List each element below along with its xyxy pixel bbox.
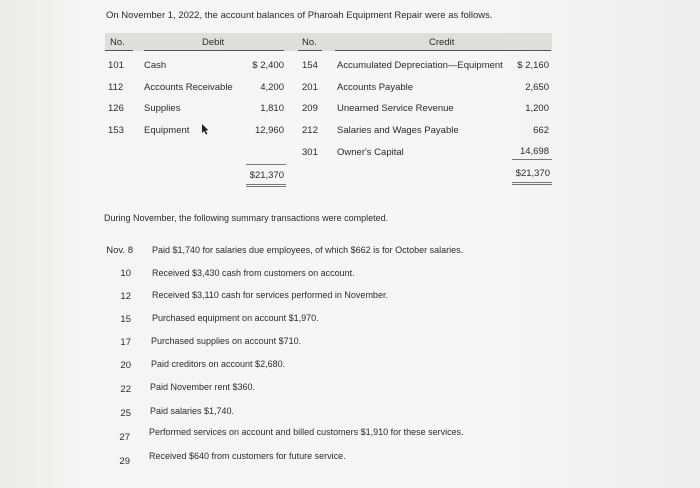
credit-no: 154 — [302, 60, 318, 71]
transaction-date: 10 — [120, 268, 131, 279]
transaction-date: 22 — [120, 384, 131, 395]
credit-no: 301 — [302, 147, 318, 158]
header-underline — [144, 50, 284, 51]
total-rule — [246, 164, 286, 165]
debit-no: 112 — [108, 82, 124, 93]
debit-no: 153 — [108, 125, 124, 136]
header-underline — [298, 50, 322, 51]
intro-text: On November 1, 2022, the account balances of Pharoah Equipment Repair were as follows. — [106, 10, 493, 21]
credit-no: 201 — [302, 82, 318, 93]
transaction-text: Purchased equipment on account $1,970. — [152, 313, 319, 323]
transaction-date: Nov. 8 — [106, 245, 133, 256]
header-no-debit: No. — [110, 37, 125, 48]
header-credit: Credit — [429, 37, 455, 48]
credit-total: $21,370 — [515, 168, 550, 179]
table-header — [105, 33, 552, 51]
credit-amount: 2,650 — [525, 82, 549, 93]
transaction-date: 20 — [120, 360, 131, 371]
transaction-text: Paid November rent $360. — [150, 382, 256, 392]
credit-account: Owner's Capital — [337, 147, 404, 158]
header-underline — [335, 50, 551, 51]
total-double-rule — [512, 182, 552, 183]
credit-account: Salaries and Wages Payable — [337, 125, 459, 136]
total-double-rule — [512, 184, 552, 185]
debit-no: 126 — [108, 103, 124, 114]
transaction-date: 12 — [120, 291, 131, 302]
credit-account: Accounts Payable — [337, 82, 414, 93]
debit-amount: 12,960 — [254, 125, 284, 136]
header-debit: Debit — [202, 37, 225, 48]
header-no-credit: No. — [302, 37, 317, 48]
transactions-intro: During November, the following summary transactions were completed. — [104, 213, 389, 223]
credit-amount: 1,200 — [525, 103, 549, 114]
credit-account: Accumulated Depreciation—Equipment — [337, 60, 503, 71]
debit-amount: $ 2,400 — [252, 60, 284, 71]
credit-no: 209 — [302, 103, 318, 114]
transaction-text: Paid salaries $1,740. — [150, 406, 235, 416]
credit-no: 212 — [302, 125, 318, 136]
transaction-text: Received $640 from customers for future service. — [149, 451, 346, 461]
total-double-rule — [246, 184, 286, 185]
credit-amount: 662 — [533, 125, 549, 136]
transaction-text: Performed services on account and billed customers $1,910 for these services. — [149, 427, 464, 437]
credit-amount: $ 2,160 — [517, 60, 549, 71]
debit-account: Equipment — [144, 125, 190, 136]
debit-account: Accounts Receivable — [144, 82, 233, 93]
debit-amount: 1,810 — [260, 103, 284, 114]
debit-account: Supplies — [144, 103, 181, 114]
transaction-text: Received $3,110 cash for services performed in November. — [152, 290, 388, 300]
debit-total: $21,370 — [249, 170, 284, 181]
credit-amount: 14,698 — [519, 146, 549, 157]
credit-account: Unearned Service Revenue — [337, 103, 454, 114]
transaction-text: Paid creditors on account $2,680. — [151, 359, 286, 369]
total-double-rule — [246, 186, 286, 187]
total-rule — [512, 159, 552, 160]
transaction-text: Purchased supplies on account $710. — [151, 336, 302, 346]
transaction-date: 17 — [120, 337, 131, 348]
transaction-date: 29 — [119, 456, 130, 467]
transaction-text: Received $3,430 cash from customers on account. — [152, 268, 355, 278]
transaction-date: 15 — [120, 314, 131, 325]
transaction-date: 27 — [119, 432, 130, 443]
mouse-pointer-icon — [201, 124, 209, 135]
debit-amount: 4,200 — [260, 82, 284, 93]
header-underline — [105, 50, 133, 51]
transaction-date: 25 — [120, 408, 131, 419]
transaction-text: Paid $1,740 for salaries due employees, of which $662 is for October salaries. — [152, 245, 464, 255]
debit-account: Cash — [144, 60, 167, 71]
debit-no: 101 — [108, 60, 124, 71]
